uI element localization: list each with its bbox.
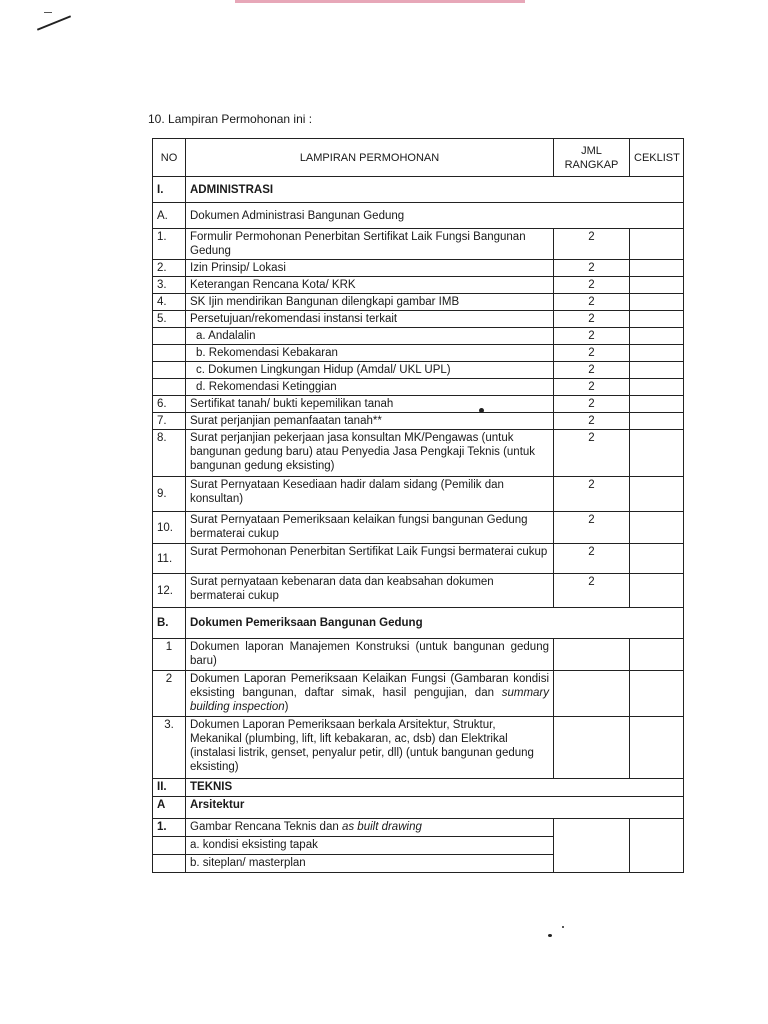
table-row [153,477,684,512]
row-checkbox[interactable] [630,512,684,544]
row-text-end: ) [284,701,289,713]
row-text: b. siteplan/ masterplan [186,855,554,873]
row-no: 3. [153,277,186,294]
table-row [153,717,684,779]
row-text [186,671,554,717]
row-checkbox[interactable] [630,477,684,512]
table-row [153,345,684,362]
table-header-row [153,139,684,177]
row-no: 1 [153,639,186,671]
row-checkbox[interactable] [630,229,684,260]
speck [548,934,552,937]
subsection-title: Dokumen Pemeriksaan Bangunan Gedung [186,608,684,639]
subsection-row [153,608,684,639]
row-jml: 2 [554,311,630,328]
row-no: 10. [153,512,186,544]
row-text: a. kondisi eksisting tapak [186,837,554,855]
row-text: Dokumen laporan Manajemen Konstruksi (untuk bangunan gedung baru) [186,639,554,671]
row-jml: 2 [554,430,630,477]
row-text: Keterangan Rencana Kota/ KRK [186,277,554,294]
row-jml: 2 [554,477,630,512]
table-row [153,544,684,574]
row-no [153,328,186,345]
row-checkbox[interactable] [630,260,684,277]
speck [562,926,564,928]
subsection-title: Dokumen Administrasi Bangunan Gedung [186,203,684,229]
row-text: Surat perjanjian pemanfaatan tanah** [186,413,554,430]
row-no [153,345,186,362]
table-row [153,362,684,379]
row-jml [554,639,630,671]
row-no: 2 [153,671,186,717]
row-checkbox[interactable] [630,639,684,671]
row-jml: 2 [554,362,630,379]
row-text-italic: as built drawing [341,821,422,833]
row-text-italic: summary building inspection [190,687,549,713]
row-text: SK Ijin mendirikan Bangunan dilengkapi gambar IMB [186,294,554,311]
row-jml: 2 [554,229,630,260]
attachment-table [152,138,684,873]
row-checkbox[interactable] [630,413,684,430]
section-row [153,779,684,797]
row-checkbox[interactable] [630,311,684,328]
row-checkbox[interactable] [630,396,684,413]
row-no: 7. [153,413,186,430]
row-no [153,362,186,379]
table-row [153,311,684,328]
row-text: a. Andalalin [186,328,554,345]
subsection-no: A. [153,203,186,229]
row-checkbox[interactable] [630,379,684,396]
row-jml: 2 [554,574,630,608]
table-row [153,430,684,477]
row-text: Surat perjanjian pekerjaan jasa konsultan MK/Pengawas (untuk bangunan gedung baru) atau Penyedia Jasa Pengkaji Teknis (untuk bangunan gedung eksisting) [186,430,554,477]
row-no: 8. [153,430,186,477]
row-text: Surat pernyataan kebenaran data dan keabsahan dokumen bermaterai cukup [186,574,554,608]
table-row [153,229,684,260]
row-text: Surat Permohonan Penerbitan Sertifikat Laik Fungsi bermaterai cukup [186,544,554,574]
subsection-row [153,203,684,229]
row-no: 1. [153,819,186,837]
row-no: 2. [153,260,186,277]
row-checkbox[interactable] [630,345,684,362]
table-row [153,277,684,294]
row-jml [554,819,630,873]
row-no: 9. [153,477,186,512]
row-no: 6. [153,396,186,413]
row-text: Surat Pernyataan Pemeriksaan kelaikan fungsi bangunan Gedung bermaterai cukup [186,512,554,544]
section-row [153,177,684,203]
col-lampiran: LAMPIRAN PERMOHONAN [186,139,554,177]
row-no: 5. [153,311,186,328]
row-text: Dokumen Laporan Pemeriksaan berkala Arsitektur, Struktur, Mekanikal (plumbing, lift, lift kebakaran, ac, dsb) dan Elektrikal (instalasi listrik, genset, penyalur petir, dll) (untuk bangunan gedung eksisting) [186,717,554,779]
table-row [153,512,684,544]
row-jml: 2 [554,396,630,413]
row-jml: 2 [554,379,630,396]
table-row [153,819,684,837]
table-row [153,639,684,671]
row-checkbox[interactable] [630,362,684,379]
pen-mark [37,15,71,30]
row-jml: 2 [554,345,630,362]
table-row [153,379,684,396]
table-row [153,574,684,608]
subsection-title: Arsitektur [186,797,684,819]
section-no: II. [153,779,186,797]
table-row [153,294,684,311]
table-row [153,413,684,430]
row-text: b. Rekomendasi Kebakaran [186,345,554,362]
section-no: I. [153,177,186,203]
subsection-no: A [153,797,186,819]
pen-mark-small [44,12,52,13]
col-no: NO [153,139,186,177]
row-text: Sertifikat tanah/ bukti kepemilikan tanah [186,396,554,413]
row-no: 11. [153,544,186,574]
table-row [153,671,684,717]
row-jml [554,717,630,779]
row-no [153,379,186,396]
row-jml: 2 [554,294,630,311]
row-checkbox[interactable] [630,717,684,779]
row-jml: 2 [554,512,630,544]
row-text: c. Dokumen Lingkungan Hidup (Amdal/ UKL UPL) [186,362,554,379]
table-row [153,396,684,413]
row-checkbox[interactable] [630,544,684,574]
row-jml: 2 [554,260,630,277]
row-jml: 2 [554,413,630,430]
table-row [153,328,684,345]
row-text [186,819,554,837]
row-checkbox[interactable] [630,671,684,717]
row-jml [554,671,630,717]
row-text: d. Rekomendasi Ketinggian [186,379,554,396]
row-text: Formulir Permohonan Penerbitan Sertifikat Laik Fungsi Bangunan Gedung [186,229,554,260]
row-jml: 2 [554,328,630,345]
row-text: Persetujuan/rekomendasi instansi terkait [186,311,554,328]
row-no: 12. [153,574,186,608]
row-no: 1. [153,229,186,260]
row-checkbox[interactable] [630,328,684,345]
row-jml: 2 [554,277,630,294]
top-edge-line [235,0,525,3]
table-row [153,260,684,277]
row-checkbox[interactable] [630,574,684,608]
row-text: Izin Prinsip/ Lokasi [186,260,554,277]
row-checkbox[interactable] [630,277,684,294]
row-text-main: Gambar Rencana Teknis dan [190,821,339,833]
row-no [153,855,186,873]
row-text-main: Dokumen Laporan Pemeriksaan Kelaikan Fungsi (Gambaran kondisi eksisting bangunan, daftar simak, hasil pengujian, dan [190,673,549,699]
section-title: TEKNIS [186,779,684,797]
section-heading: 10. Lampiran Permohonan ini : [148,112,313,126]
row-jml: 2 [554,544,630,574]
row-no [153,837,186,855]
col-jml: JML RANGKAP [554,139,630,177]
row-checkbox[interactable] [630,819,684,873]
row-no: 3. [153,717,186,779]
row-checkbox[interactable] [630,430,684,477]
subsection-row [153,797,684,819]
row-checkbox[interactable] [630,294,684,311]
row-text: Surat Pernyataan Kesediaan hadir dalam sidang (Pemilik dan konsultan) [186,477,554,512]
subsection-no: B. [153,608,186,639]
col-ceklist: CEKLIST [630,139,684,177]
section-title: ADMINISTRASI [186,177,684,203]
row-no: 4. [153,294,186,311]
